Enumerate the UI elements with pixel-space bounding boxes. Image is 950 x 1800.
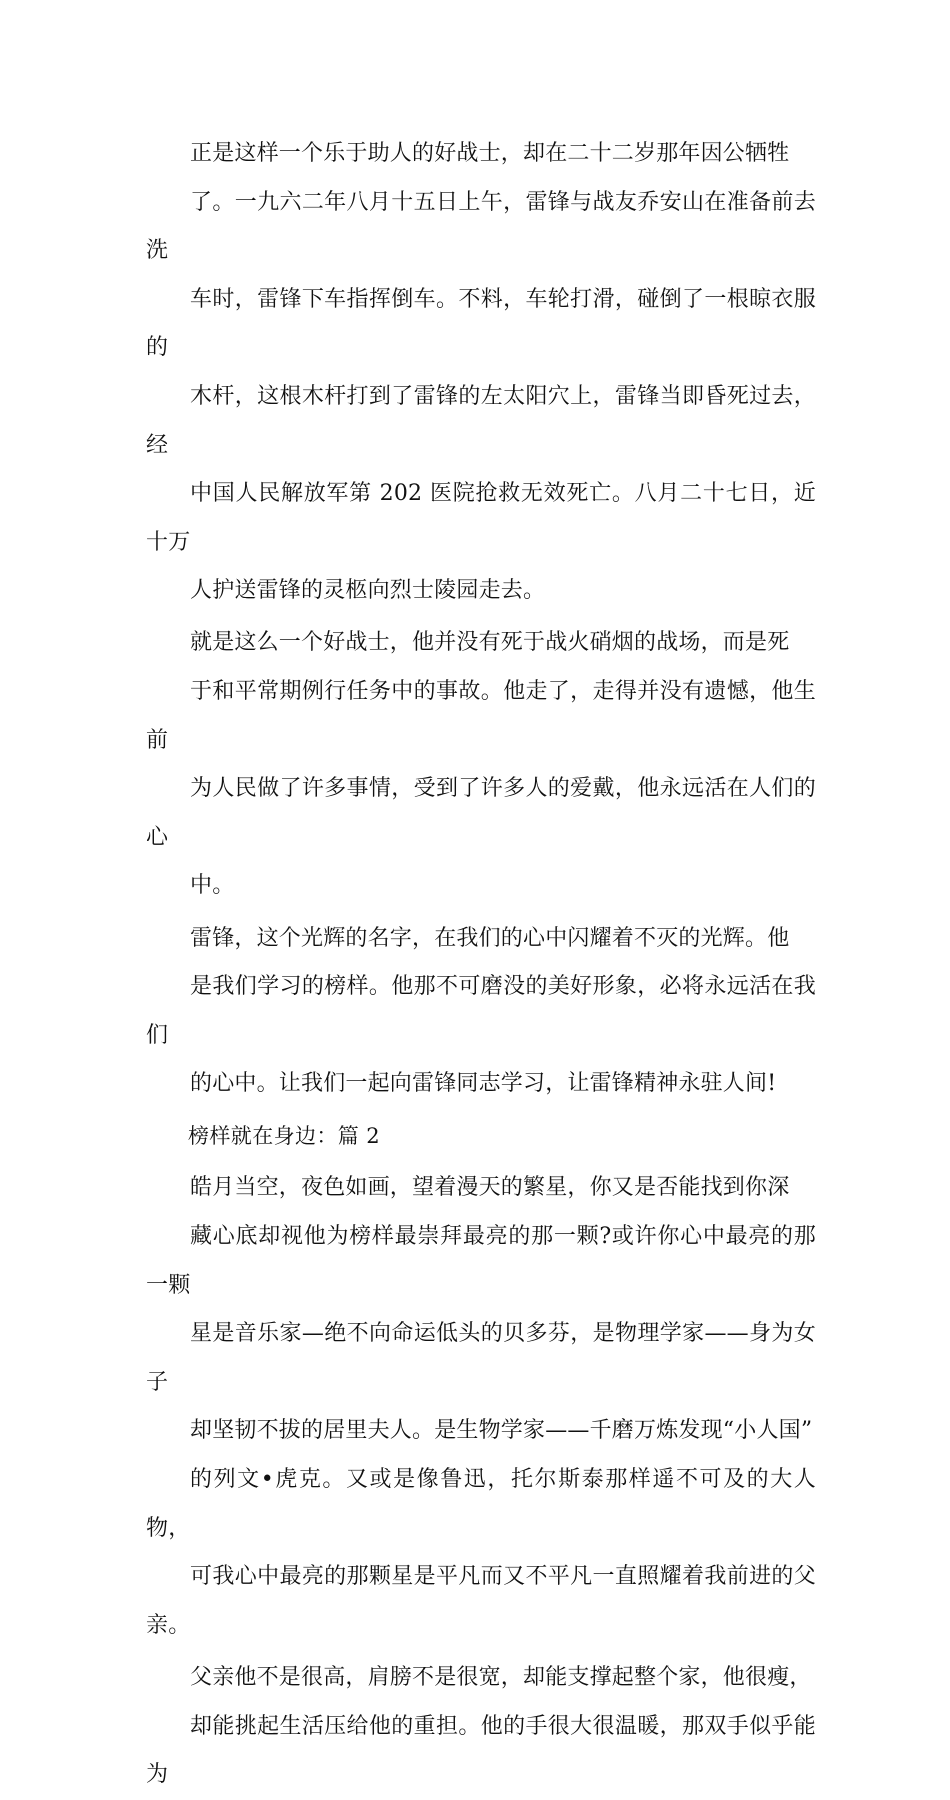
text-line: 可我心中最亮的那颗星是平凡而又不平凡一直照耀着我前进的父亲。 xyxy=(146,1564,816,1638)
text-line: 却坚韧不拔的居里夫人。是生物学家——千磨万炼发现“小人国” xyxy=(190,1418,813,1444)
paragraph-good-soldier xyxy=(146,619,816,911)
text-line: 是我们学习的榜样。他那不可磨没的美好形象，必将永远活在我们 xyxy=(146,974,816,1048)
paragraph-leifeng-death xyxy=(146,130,816,616)
text-line: 的列文•虎克。又或是像鲁迅，托尔斯泰那样遥不可及的大人物， xyxy=(146,1467,816,1541)
text-line: 人护送雷锋的灵柩向烈士陵园走去。 xyxy=(190,578,546,604)
text-line: 中。 xyxy=(190,873,235,899)
text-line: 的心中。让我们一起向雷锋同志学习，让雷锋精神永驻人间! xyxy=(190,1071,777,1097)
heading-text: 榜样就在身边：篇 2 xyxy=(188,1124,381,1149)
text-line: 就是这么一个好战士，他并没有死于战火硝烟的战场，而是死 xyxy=(190,630,790,656)
text-line: 车时，雷锋下车指挥倒车。不料，车轮打滑，碰倒了一根晾衣服的 xyxy=(146,286,816,361)
text-line: 了。一九六二年八月十五日上午，雷锋与战友乔安山在准备前去洗 xyxy=(146,189,816,264)
text-line: 雷锋，这个光辉的名字，在我们的心中闪耀着不灭的光辉。他 xyxy=(190,925,790,951)
text-line: 星是音乐家—绝不向命运低头的贝多芬，是物理学家——身为女子 xyxy=(146,1321,816,1395)
text-line: 木杆，这根木杆打到了雷锋的左太阳穴上，雷锋当即昏死过去，经 xyxy=(146,383,816,458)
text-line: 中国人民解放军第 202 医院抢救无效死亡。八月二十七日，近十万 xyxy=(146,481,816,555)
section-heading xyxy=(146,1112,816,1161)
text-line: 父亲他不是很高，肩膀不是很宽，却能支撑起整个家，他很瘦， xyxy=(190,1664,812,1690)
text-line: 藏心底却视他为榜样最崇拜最亮的那一颗?或许你心中最亮的那一颗 xyxy=(146,1224,816,1298)
text-line: 为人民做了许多事情，受到了许多人的爱戴，他永远活在人们的心 xyxy=(146,776,816,850)
paragraph-bright-star xyxy=(146,1164,816,1650)
paragraph-leifeng-name xyxy=(146,915,816,1109)
text-line: 皓月当空，夜色如画，望着漫天的繁星，你又是否能找到你深 xyxy=(190,1175,790,1201)
text-line: 正是这样一个乐于助人的好战士，却在二十二岁那年因公牺牲 xyxy=(190,141,790,166)
document-body xyxy=(146,130,816,1800)
text-line: 却能挑起生活压给他的重担。他的手很大很温暖，那双手似乎能为 xyxy=(146,1713,816,1788)
paragraph-father xyxy=(146,1654,816,1800)
text-line: 于和平常期例行任务中的事故。他走了，走得并没有遗憾，他生前 xyxy=(146,679,816,753)
